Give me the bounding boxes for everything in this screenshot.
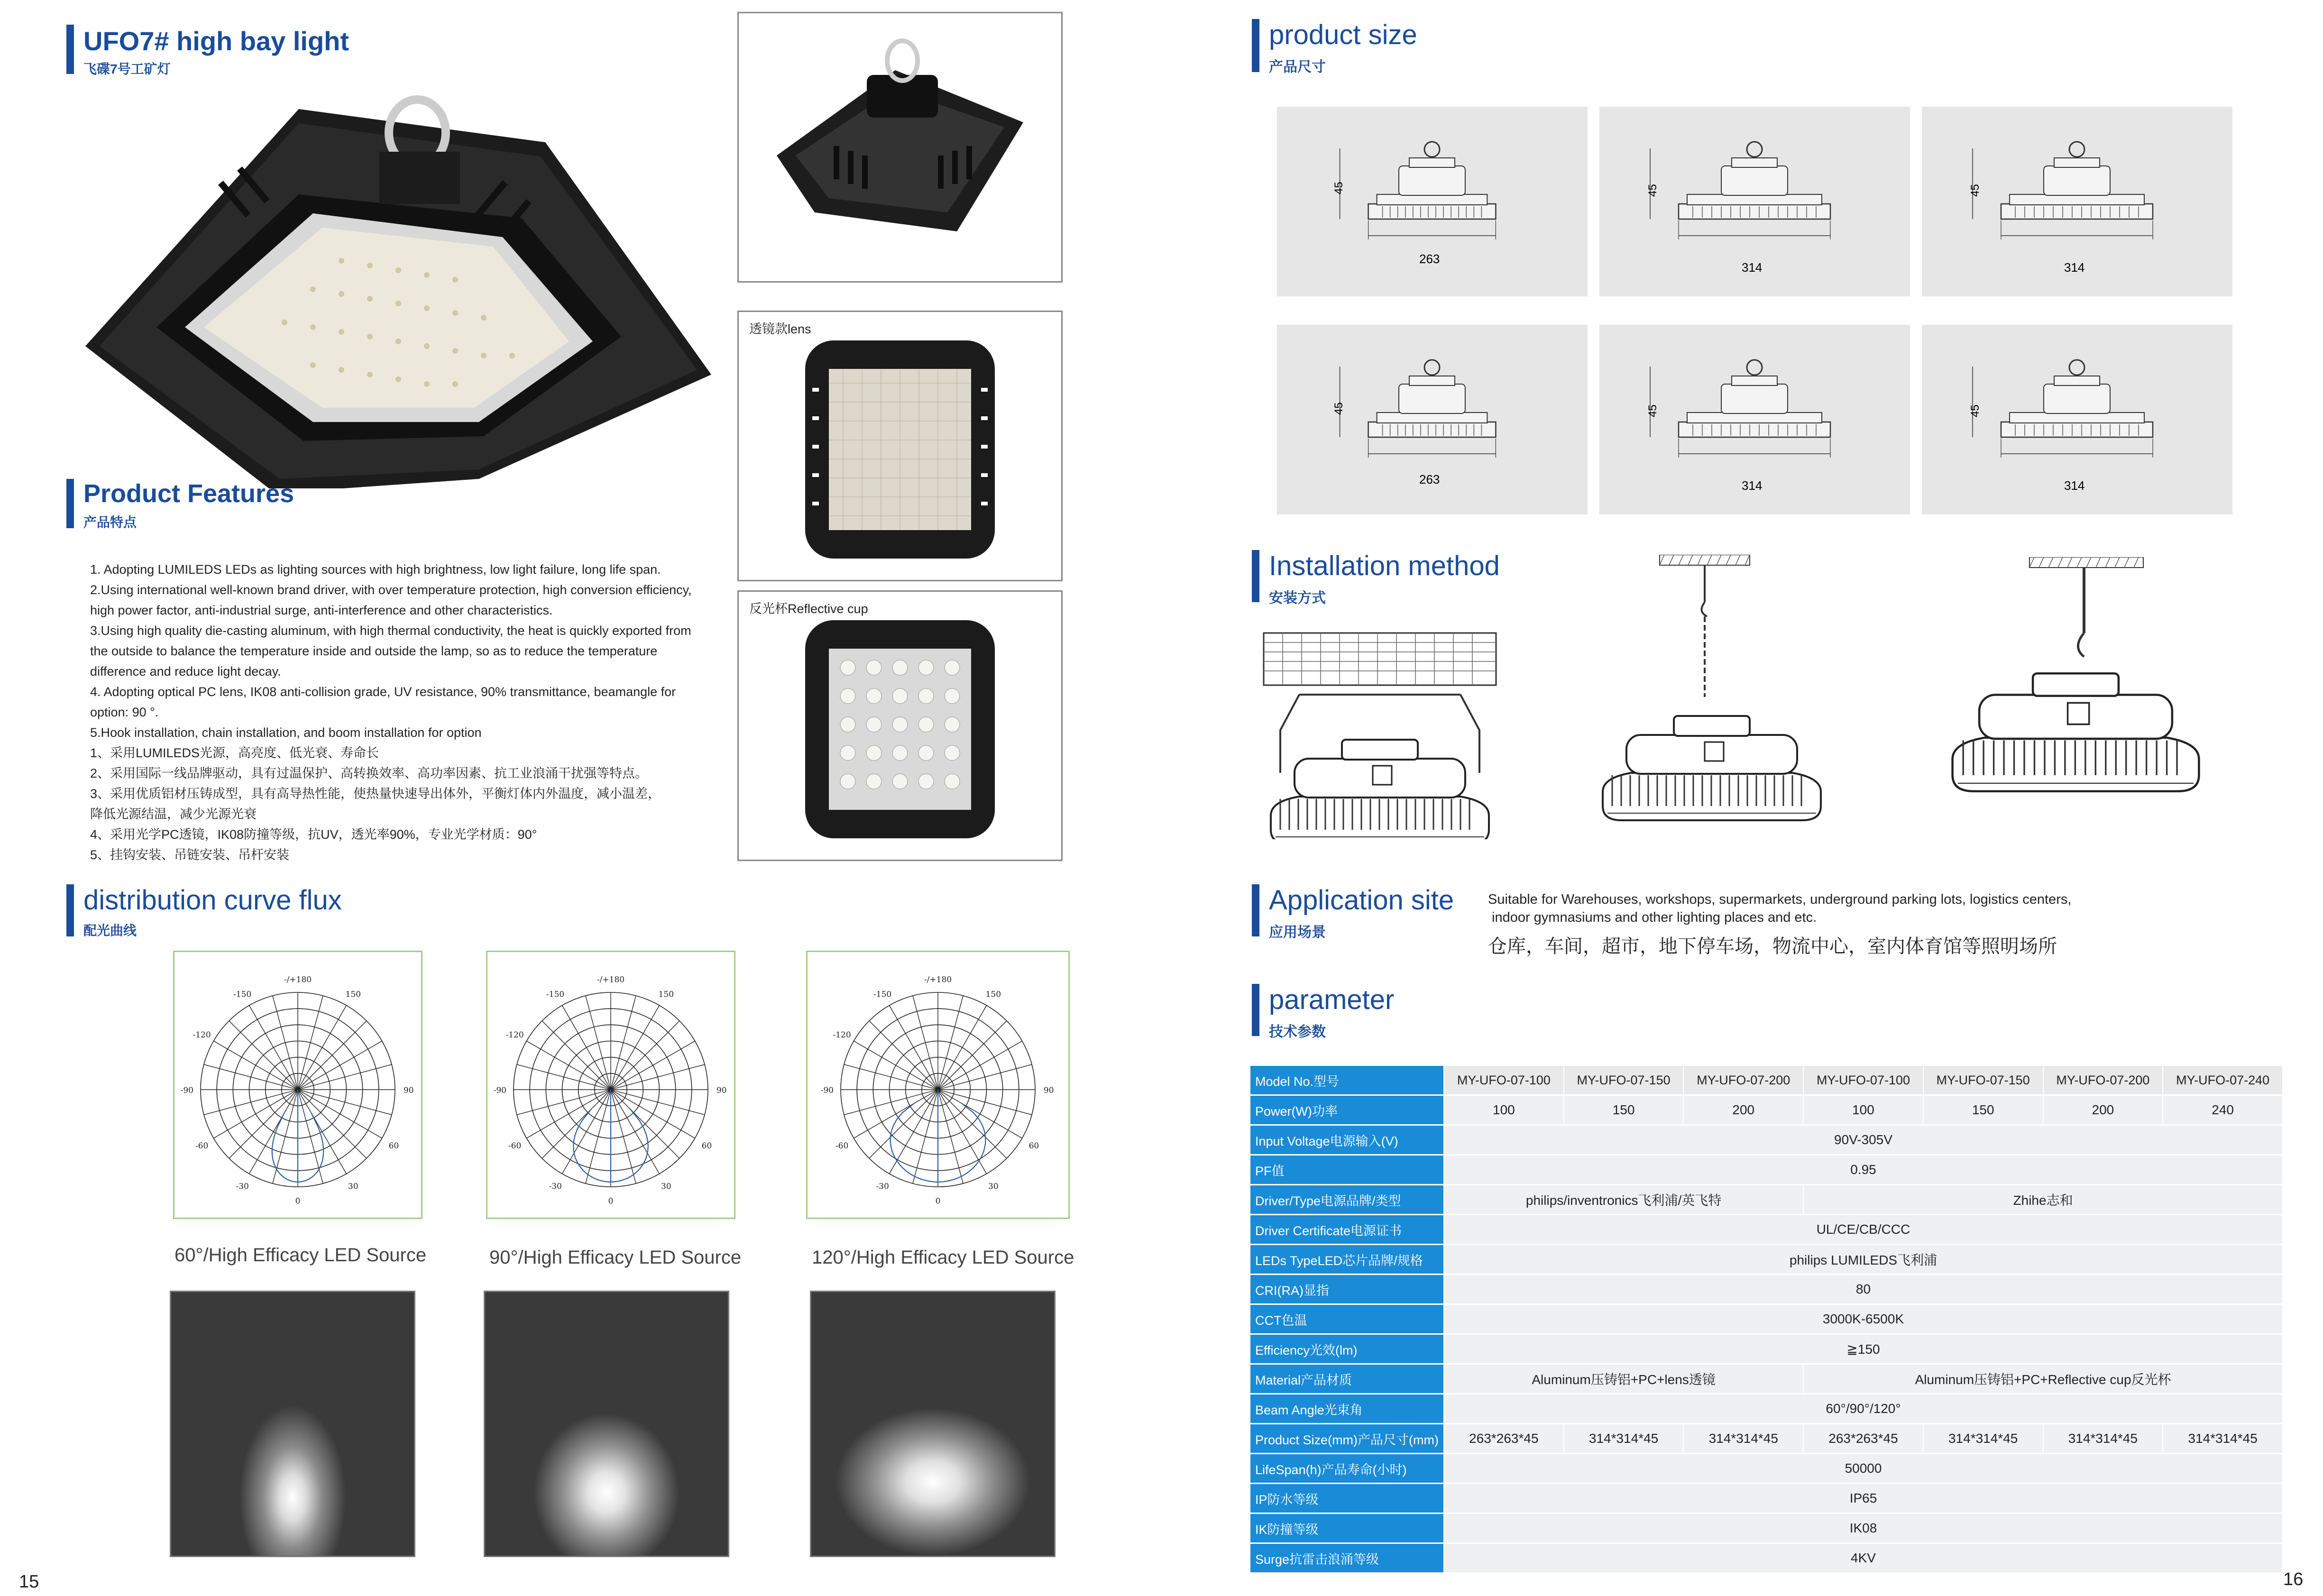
row-label: CCT色温 — [1250, 1305, 1443, 1333]
feature-line: 5.Hook installation, chain installation, and boom installation for option — [90, 725, 482, 740]
dimension-height-label: 45 — [1646, 404, 1659, 417]
dimension-width-label: 314 — [1742, 478, 1763, 493]
polar-tick-label: 60 — [701, 1141, 712, 1151]
row-label: Efficiency光效(lm) — [1250, 1335, 1443, 1363]
model-header: MY-UFO-07-150 — [1564, 1066, 1683, 1094]
feature-line: 1. Adopting LUMILEDS LEDs as lighting sources with high brightness, low light failure, long life span. — [90, 562, 661, 577]
polar-tick-label: -60 — [835, 1141, 849, 1151]
table-cell: 314*314*45 — [1684, 1424, 1803, 1453]
chain-installation-drawing — [1574, 555, 1840, 839]
table-cell: 60°/90°/120° — [1444, 1394, 2282, 1423]
polar-tick-label: -60 — [508, 1141, 522, 1151]
polar-tick-label: -30 — [236, 1182, 249, 1192]
row-label: LEDs TypeLED芯片品牌/规格 — [1250, 1245, 1443, 1274]
cup-caption: 反光杯Reflective cup — [749, 602, 868, 616]
beam-image-120 — [810, 1291, 1056, 1557]
polar-tick-label: -90 — [180, 1086, 193, 1095]
lens-front-image — [805, 340, 995, 559]
dimension-drawing — [1277, 325, 1588, 514]
polar-tick-label: -30 — [876, 1182, 889, 1192]
feature-line: option: 90 °. — [90, 705, 159, 719]
polar-tick-label: -/+180 — [284, 975, 312, 985]
table-cell: 240 — [2163, 1096, 2282, 1124]
polar-tick-label: -90 — [493, 1086, 506, 1095]
installation-title: Installation method — [1269, 550, 1500, 581]
feature-line-cn: 2、采用国际一线品牌驱动，具有过温保护、高转换效率、高功率因素、抗工业浪涌干扰强等特点。 — [90, 766, 648, 780]
polar-tick-label: 150 — [658, 990, 674, 1000]
table-cell: 314*314*45 — [1924, 1424, 2043, 1453]
dimension-width-label: 314 — [1742, 260, 1763, 275]
installation-title-cn: 安装方式 — [1269, 590, 1326, 606]
polar-tick-label: -120 — [193, 1030, 211, 1040]
polar-tick-label: 90 — [716, 1086, 727, 1095]
polar-tick-label: -90 — [820, 1086, 834, 1095]
features-title-cn: 产品特点 — [83, 515, 137, 530]
application-description — [1488, 890, 2071, 926]
table-cell: ≧150 — [1444, 1335, 2282, 1363]
table-cell: Zhihe志和 — [1804, 1185, 2282, 1214]
polar-tick-label: 30 — [988, 1182, 999, 1192]
polar-caption-60: 60°/High Efficacy LED Source — [174, 1245, 427, 1266]
table-row — [1250, 1365, 2282, 1393]
table-row — [1250, 1424, 2282, 1453]
table-cell: 90V-305V — [1444, 1126, 2282, 1154]
main-product-image — [76, 62, 721, 488]
model-header: MY-UFO-07-200 — [1684, 1066, 1803, 1094]
product-back-view-image — [739, 13, 1061, 281]
model-header: MY-UFO-07-100 — [1444, 1066, 1563, 1094]
application-text-line: indoor gymnasiums and other lighting places and etc. — [1492, 910, 1817, 925]
table-cell: 200 — [2044, 1096, 2163, 1124]
polar-tick-label: 150 — [345, 990, 361, 1000]
polar-tick-label: -150 — [546, 990, 565, 1000]
dimension-height-label: 45 — [1646, 184, 1659, 197]
row-label: IP防水等级 — [1250, 1484, 1443, 1513]
dimension-width-label: 314 — [2064, 478, 2085, 493]
application-title: Application site — [1269, 885, 1454, 916]
application-text-line: Suitable for Warehouses, workshops, supermarkets, underground parking lots, logistics centers, — [1488, 892, 2072, 907]
polar-tick-label: 150 — [985, 990, 1001, 1000]
product-back-view-panel — [737, 12, 1063, 283]
beam-image-60 — [170, 1291, 415, 1557]
product-title: UFO7# high bay light — [83, 26, 349, 56]
row-label: CRI(RA)显指 — [1250, 1275, 1443, 1303]
polar-tick-label: 0 — [608, 1196, 614, 1206]
table-row — [1250, 1245, 2282, 1274]
table-cell: philips LUMILEDS飞利浦 — [1444, 1245, 2282, 1274]
table-row — [1250, 1215, 2282, 1244]
polar-tick-label: 90 — [403, 1086, 414, 1095]
polar-caption-120: 120°/High Efficacy LED Source — [812, 1247, 1074, 1268]
row-label: Driver/Type电源品牌/类型 — [1250, 1185, 1443, 1214]
row-label: LifeSpan(h)产品寿命(小时) — [1250, 1454, 1443, 1483]
polar-tick-label: -120 — [833, 1030, 851, 1040]
feature-line-cn: 3、采用优质铝材压铸成型，具有高导热性能，使热量快速导出体外，平衡灯体内外温度，减小温差， — [90, 787, 661, 801]
beam-curve — [891, 1090, 986, 1182]
table-cell: Aluminum压铸铝+PC+lens透镜 — [1444, 1365, 1803, 1393]
polar-tick-label: 30 — [661, 1182, 671, 1192]
distribution-title-cn: 配光曲线 — [83, 923, 137, 938]
lens-version-panel — [737, 311, 1063, 581]
polar-tick-label: -60 — [195, 1141, 209, 1151]
polar-tick-label: 0 — [295, 1196, 301, 1206]
polar-chart-90 — [486, 951, 735, 1219]
table-cell: IP65 — [1444, 1484, 2282, 1513]
table-row — [1250, 1335, 2282, 1363]
application-title-cn: 应用场景 — [1269, 925, 1326, 940]
polar-tick-label: -120 — [505, 1030, 524, 1040]
row-label: Product Size(mm)产品尺寸(mm) — [1250, 1424, 1443, 1453]
table-cell: 263*263*45 — [1804, 1424, 1923, 1453]
reflective-cup-panel — [737, 590, 1063, 861]
table-row — [1250, 1096, 2282, 1124]
boom-installation-drawing — [1925, 557, 2248, 842]
application-description-cn: 仓库，车间，超市，地下停车场，物流中心，室内体育馆等照明场所 — [1488, 936, 2057, 957]
feature-line-cn: 5、挂钩安装、吊链安装、吊杆安装 — [90, 848, 290, 862]
row-label: Surge抗雷击浪涌等级 — [1250, 1544, 1443, 1572]
row-label: PF值 — [1250, 1156, 1443, 1184]
lens-caption: 透镜款lens — [749, 322, 811, 336]
size-title: product size — [1269, 19, 1417, 50]
dimension-drawing — [1922, 325, 2232, 514]
table-row — [1250, 1066, 2282, 1094]
feature-line: 3.Using high quality die-casting aluminum, with high thermal conductivity, the heat is quickly exported from — [90, 624, 691, 638]
table-cell: Aluminum压铸铝+PC+Reflective cup反光杯 — [1804, 1365, 2282, 1393]
dimension-drawing — [1277, 107, 1588, 296]
parameter-table — [1249, 1064, 2283, 1574]
model-header: MY-UFO-07-200 — [2044, 1066, 2163, 1094]
table-row — [1250, 1484, 2282, 1513]
dimension-height-label: 45 — [1969, 404, 1982, 417]
parameter-title-cn: 技术参数 — [1269, 1024, 1326, 1040]
row-label: Beam Angle光束角 — [1250, 1394, 1443, 1423]
table-row — [1250, 1275, 2282, 1303]
polar-tick-label: -150 — [873, 990, 892, 1000]
polar-tick-label: 60 — [1028, 1141, 1039, 1151]
feature-line: the outside to balance the temperature inside and outside the lamp, so as to reduce the temperature — [90, 644, 658, 658]
bracket-installation-drawing — [1257, 631, 1503, 839]
polar-tick-label: -30 — [549, 1182, 562, 1192]
feature-line: 2.Using international well-known brand driver, with over temperature protection, high conversion efficiency, — [90, 583, 692, 597]
feature-line-cn: 4、采用光学PC透镜，IK08防撞等级，抗UV，透光率90%，专业光学材质：90° — [90, 827, 537, 842]
table-row — [1250, 1305, 2282, 1333]
dimension-height-label: 45 — [1332, 182, 1345, 194]
feature-line: 4. Adopting optical PC lens, IK08 anti-collision grade, UV resistance, 90% transmittance, beamangle for — [90, 685, 676, 699]
polar-tick-label: -/+180 — [924, 975, 952, 985]
table-row — [1250, 1514, 2282, 1542]
table-cell: 4KV — [1444, 1544, 2282, 1572]
row-label: Material产品材质 — [1250, 1365, 1443, 1393]
polar-tick-label: 0 — [935, 1196, 941, 1206]
beam-curve — [272, 1090, 324, 1182]
table-cell: 314*314*45 — [2044, 1424, 2163, 1453]
table-row — [1250, 1454, 2282, 1483]
table-cell: 263*263*45 — [1444, 1424, 1563, 1453]
table-cell: IK08 — [1444, 1514, 2282, 1542]
polar-tick-label: 30 — [348, 1182, 358, 1192]
distribution-title: distribution curve flux — [83, 885, 342, 916]
polar-chart-120 — [806, 951, 1070, 1219]
beam-image-90 — [484, 1291, 729, 1557]
table-cell: 0.95 — [1444, 1156, 2282, 1184]
table-cell: 50000 — [1444, 1454, 2282, 1483]
dimension-height-label: 45 — [1969, 184, 1982, 197]
polar-tick-label: -/+180 — [597, 975, 625, 985]
model-header: MY-UFO-07-150 — [1924, 1066, 2043, 1094]
row-label: Model No.型号 — [1250, 1066, 1443, 1094]
polar-chart-60 — [173, 951, 422, 1219]
table-cell: 150 — [1924, 1096, 2043, 1124]
table-cell: 200 — [1684, 1096, 1803, 1124]
table-cell: 80 — [1444, 1275, 2282, 1303]
row-label: IK防撞等级 — [1250, 1514, 1443, 1542]
page-number-left: 15 — [19, 1572, 39, 1592]
parameter-title: parameter — [1269, 984, 1395, 1015]
reflective-cup-image — [805, 620, 995, 838]
feature-line-cn: 降低光源结温，减少光源光衰 — [90, 807, 257, 821]
table-cell: 100 — [1804, 1096, 1923, 1124]
features-title: Product Features — [83, 479, 294, 508]
table-cell: 150 — [1564, 1096, 1683, 1124]
table-cell: 314*314*45 — [1564, 1424, 1683, 1453]
table-row — [1250, 1185, 2282, 1214]
table-cell: 3000K-6500K — [1444, 1305, 2282, 1333]
table-cell: philips/inventronics飞利浦/英飞特 — [1444, 1185, 1803, 1214]
table-cell: 100 — [1444, 1096, 1563, 1124]
polar-tick-label: -150 — [233, 990, 252, 1000]
feature-line-cn: 1、采用LUMILEDS光源，高亮度、低光衰、寿命长 — [90, 746, 379, 760]
dimension-width-label: 263 — [1419, 472, 1440, 486]
product-title-cn: 飞碟7号工矿灯 — [83, 62, 171, 76]
model-header: MY-UFO-07-240 — [2163, 1066, 2282, 1094]
dimension-width-label: 314 — [2064, 260, 2085, 275]
feature-line: high power factor, anti-industrial surge, anti-interference and other characteristics. — [90, 603, 553, 617]
table-row — [1250, 1394, 2282, 1423]
table-cell: UL/CE/CB/CCC — [1444, 1215, 2282, 1244]
dimension-drawing — [1599, 325, 1910, 514]
page-number-right: 16 — [2283, 1569, 2304, 1589]
table-row — [1250, 1126, 2282, 1154]
row-label: Driver Certificate电源证书 — [1250, 1215, 1443, 1244]
dimension-height-label: 45 — [1332, 402, 1345, 415]
dimension-width-label: 263 — [1419, 252, 1440, 266]
row-label: Power(W)功率 — [1250, 1096, 1443, 1124]
features-list — [90, 560, 707, 865]
table-cell: 314*314*45 — [2163, 1424, 2282, 1453]
table-row — [1250, 1544, 2282, 1572]
beam-curve — [573, 1090, 648, 1182]
polar-tick-label: 60 — [388, 1141, 399, 1151]
size-title-cn: 产品尺寸 — [1269, 59, 1326, 75]
dimension-drawing — [1922, 107, 2232, 296]
model-header: MY-UFO-07-100 — [1804, 1066, 1923, 1094]
polar-tick-label: 90 — [1043, 1086, 1054, 1095]
feature-line: difference and reduce light decay. — [90, 664, 281, 679]
dimension-drawing — [1599, 107, 1910, 296]
polar-caption-90: 90°/High Efficacy LED Source — [489, 1247, 742, 1268]
table-row — [1250, 1156, 2282, 1184]
row-label: Input Voltage电源输入(V) — [1250, 1126, 1443, 1154]
